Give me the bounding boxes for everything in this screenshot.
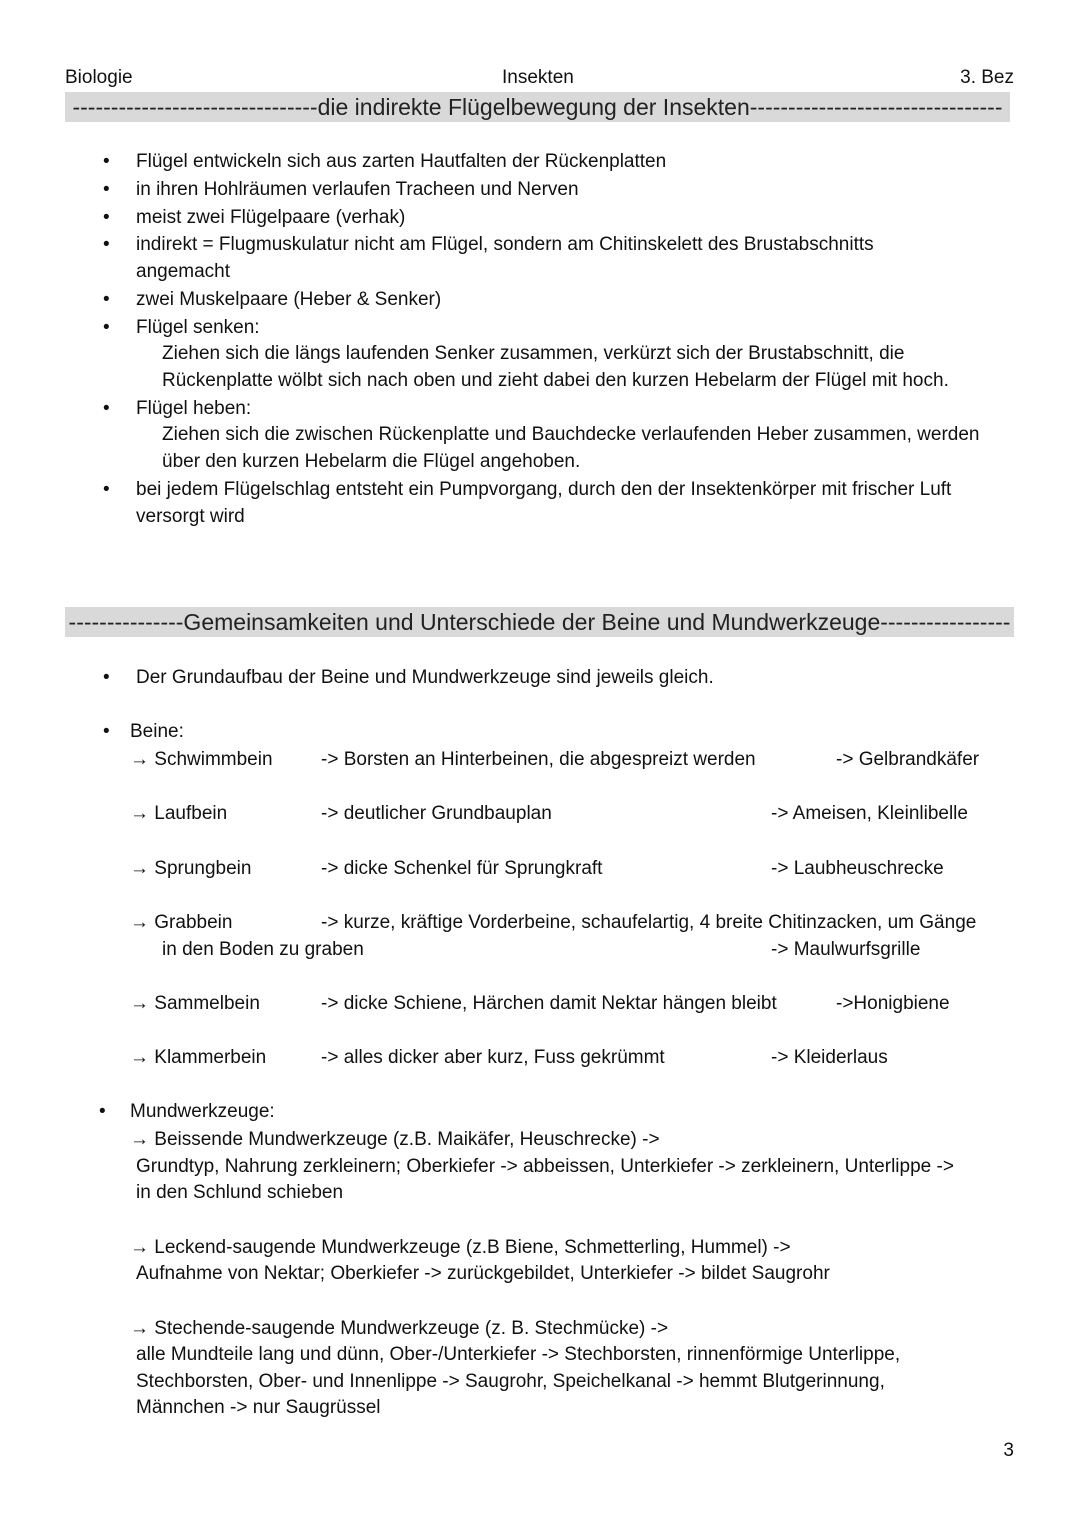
header-topic: Insekten [502,67,574,88]
bein-example: ->Honigbiene [836,993,950,1014]
header-subject: Biologie [65,67,133,88]
bullet-glyph: • [103,234,110,255]
bein-example: -> Gelbrandkäfer [836,749,980,770]
bullet-glyph: • [103,289,110,310]
mund-label: Mundwerkzeuge: [130,1101,275,1122]
mund-line: Aufnahme von Nektar; Oberkiefer -> zurückgebildet, Unterkiefer -> bildet Saugrohr [136,1263,830,1284]
s1-item-detail: über den kurzen Hebelarm die Flügel angehoben. [162,451,581,472]
section1-title: --------------------------------die indirekte Flügelbewegung der Insekten--------------------------------- [65,92,1010,122]
bein-example: -> Ameisen, Kleinlibelle [771,803,968,824]
s2-intro: Der Grundaufbau der Beine und Mundwerkzeuge sind jeweils gleich. [136,667,714,688]
s1-item: zwei Muskelpaare (Heber & Senker) [136,289,442,310]
bein-example: -> Kleiderlaus [771,1047,888,1068]
mund-line: Grundtyp, Nahrung zerkleinern; Oberkiefer -> abbeissen, Unterkiefer -> zerkleinern, Unterlippe -> [136,1156,954,1177]
s1-item: meist zwei Flügelpaare (verhak) [136,207,406,228]
mund-head: → Leckend-saugende Mundwerkzeuge (z.B Biene, Schmetterling, Hummel) -> [130,1237,791,1258]
page-number: 3 [1003,1440,1014,1461]
bein-desc-cont: in den Boden zu graben [162,939,364,960]
s1-item-detail: Rückenplatte wölbt sich nach oben und zieht dabei den kurzen Hebelarm der Flügel mit hoch. [162,370,949,391]
s1-item: indirekt = Flugmuskulatur nicht am Flügel, sondern am Chitinskelett des Brustabschnitts [136,234,874,255]
bullet-glyph: • [103,317,110,338]
bullet-glyph: • [99,1101,106,1122]
bullet-glyph: • [103,179,110,200]
s1-item-detail: Ziehen sich die zwischen Rückenplatte und Bauchdecke verlaufenden Heber zusammen, werden [162,424,980,445]
bullet-glyph: • [103,479,110,500]
bein-desc: -> Borsten an Hinterbeinen, die abgespreizt werden [321,749,756,770]
bein-example: -> Maulwurfsgrille [771,939,921,960]
bein-desc: -> dicke Schenkel für Sprungkraft [321,858,603,879]
mund-head: → Stechende-saugende Mundwerkzeuge (z. B. Stechmücke) -> [130,1318,669,1339]
bullet-glyph: • [103,721,110,742]
bein-name: → Grabbein [130,912,233,933]
bein-desc: -> deutlicher Grundbauplan [321,803,552,824]
beine-label: Beine: [130,721,184,742]
mund-line: Männchen -> nur Saugrüssel [136,1397,381,1418]
s1-item-detail: Ziehen sich die längs laufenden Senker zusammen, verkürzt sich der Brustabschnitt, die [162,343,905,364]
bein-name: → Sprungbein [130,858,252,879]
s1-item-cont: versorgt wird [136,506,245,527]
mund-line: Stechborsten, Ober- und Innenlippe -> Saugrohr, Speichelkanal -> hemmt Blutgerinnung, [136,1371,885,1392]
bullet-glyph: • [103,207,110,228]
s1-item-cont: angemacht [136,261,231,282]
section2-title: ---------------Gemeinsamkeiten und Unterschiede der Beine und Mundwerkzeuge----------------- [65,607,1014,637]
bein-desc: -> alles dicker aber kurz, Fuss gekrümmt [321,1047,665,1068]
bein-desc: -> dicke Schiene, Härchen damit Nektar hängen bleibt [321,993,777,1014]
bullet-glyph: • [103,151,110,172]
s1-item: in ihren Hohlräumen verlaufen Tracheen und Nerven [136,179,579,200]
bullet-glyph: • [103,667,110,688]
bein-name: → Schwimmbein [130,749,273,770]
s1-item: Flügel senken: [136,317,260,338]
s1-item: Flügel entwickeln sich aus zarten Hautfalten der Rückenplatten [136,151,667,172]
bein-name: → Sammelbein [130,993,260,1014]
bein-name: → Klammerbein [130,1047,267,1068]
bein-desc: -> kurze, kräftige Vorderbeine, schaufelartig, 4 breite Chitinzacken, um Gänge [321,912,977,933]
bullet-glyph: • [103,398,110,419]
bein-example: -> Laubheuschrecke [771,858,944,879]
bein-name: → Laufbein [130,803,228,824]
header-class: 3. Bez [960,67,1014,88]
s1-item: Flügel heben: [136,398,252,419]
mund-line: in den Schlund schieben [136,1182,344,1203]
mund-head: → Beissende Mundwerkzeuge (z.B. Maikäfer, Heuschrecke) -> [130,1129,660,1150]
s1-item: bei jedem Flügelschlag entsteht ein Pumpvorgang, durch den der Insektenkörper mit frischer Luft [136,479,952,500]
mund-line: alle Mundteile lang und dünn, Ober-/Unterkiefer -> Stechborsten, rinnenförmige Unterlippe, [136,1344,901,1365]
